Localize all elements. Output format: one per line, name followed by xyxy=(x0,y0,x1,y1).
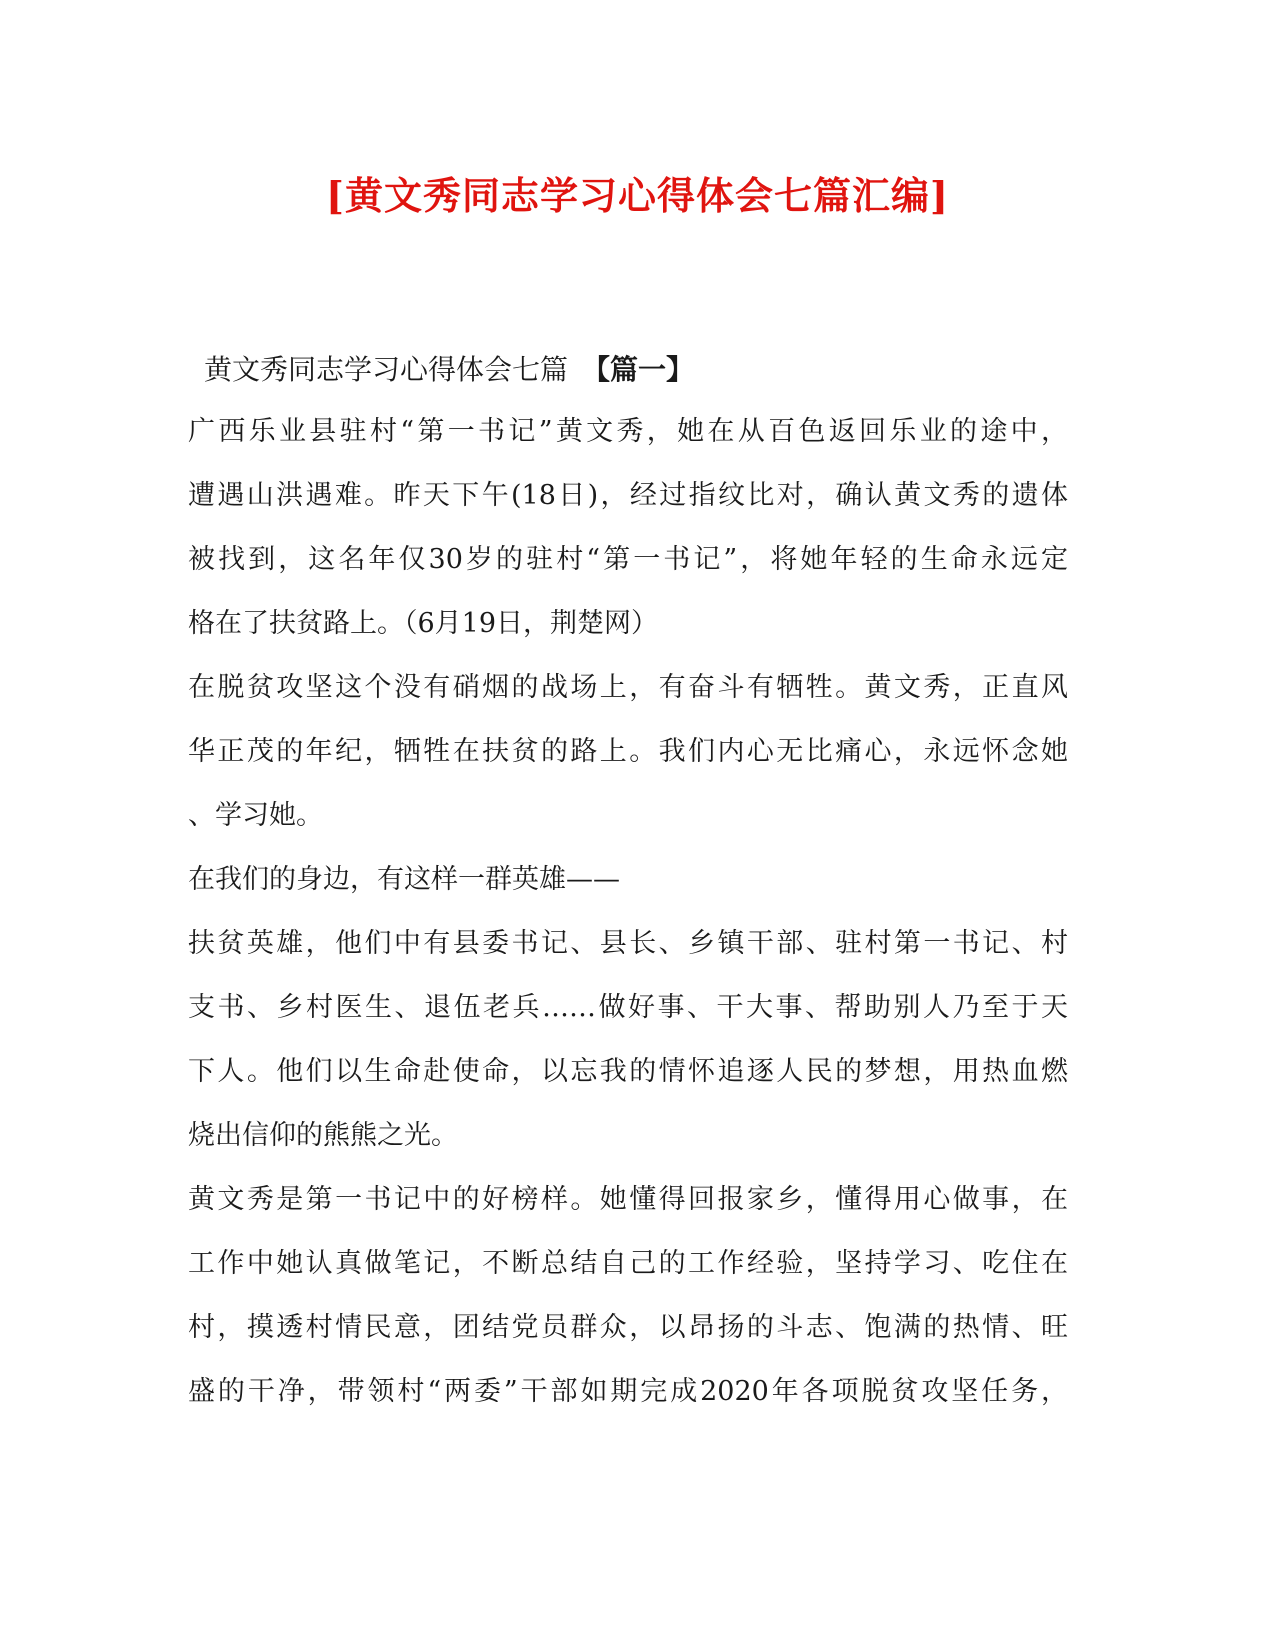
section-tag: 【篇一】 xyxy=(582,353,695,386)
text-line: 遭遇山洪遇难。昨天下午(18日)，经过指纹比对，确认黄文秀的遗体 xyxy=(188,480,1068,511)
text-line: 华正茂的年纪，牺牲在扶贫的路上。我们内心无比痛心，永远怀念她 xyxy=(188,736,1068,767)
text-line: 下人。他们以生命赴使命，以忘我的情怀追逐人民的梦想，用热血燃 xyxy=(188,1056,1068,1087)
text-line: 黄文秀是第一书记中的好榜样。她懂得回报家乡，懂得用心做事，在 xyxy=(188,1184,1068,1215)
section-heading-text: 黄文秀同志学习心得体会七篇 xyxy=(204,353,569,386)
text-line: 工作中她认真做笔记，不断总结自己的工作经验，坚持学习、吃住在 xyxy=(188,1248,1068,1279)
text-line: 在脱贫攻坚这个没有硝烟的战场上，有奋斗有牺牲。黄文秀，正直风 xyxy=(188,672,1068,703)
document-title: [黄文秀同志学习心得体会七篇汇编] xyxy=(326,173,949,218)
text-line: 广西乐业县驻村“第一书记”黄文秀，她在从百色返回乐业的途中， xyxy=(188,416,1068,447)
text-line: 盛的干净，带领村“两委”干部如期完成2020年各项脱贫攻坚任务， xyxy=(188,1376,1068,1407)
text-line: 村，摸透村情民意，团结党员群众，以昂扬的斗志、饱满的热情、旺 xyxy=(188,1312,1068,1343)
text-line: 在我们的身边，有这样一群英雄—— xyxy=(188,864,620,895)
text-line: 格在了扶贫路上。（6月19日，荆楚网） xyxy=(188,608,659,639)
text-line: 支书、乡村医生、退伍老兵……做好事、干大事、帮助别人乃至于天 xyxy=(188,992,1068,1023)
text-line: 、学习她。 xyxy=(188,800,323,831)
text-line: 扶贫英雄，他们中有县委书记、县长、乡镇干部、驻村第一书记、村 xyxy=(188,928,1068,959)
text-line: 烧出信仰的熊熊之光。 xyxy=(188,1120,458,1151)
document-body xyxy=(188,400,1068,1424)
section-heading xyxy=(204,350,694,390)
text-line: 被找到，这名年仅30岁的驻村“第一书记”，将她年轻的生命永远定 xyxy=(188,544,1068,575)
